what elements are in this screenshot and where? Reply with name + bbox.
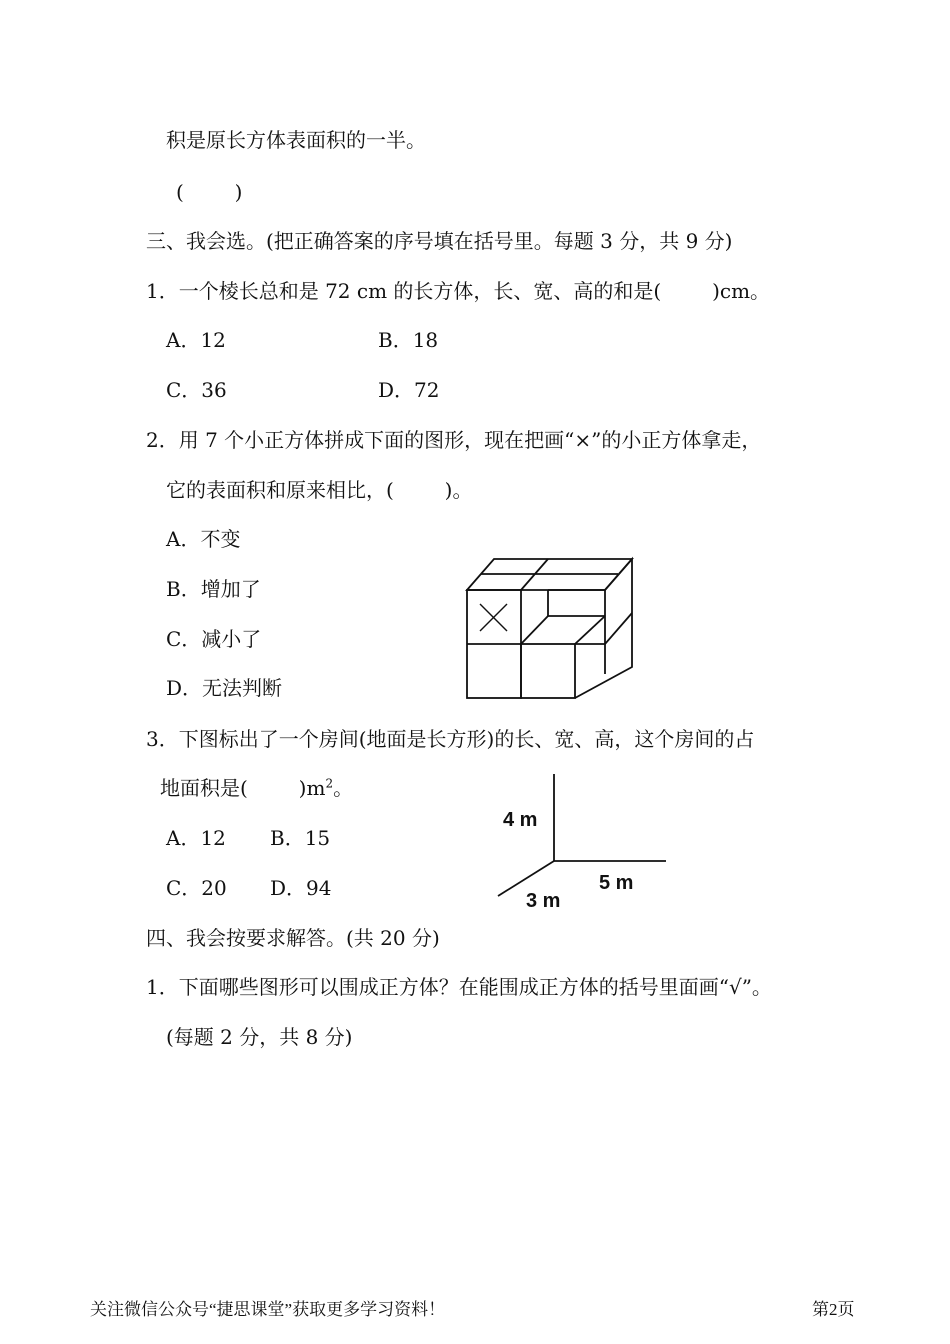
question-4-1-text-line2: (每题 2 分，共 8 分) [166, 1025, 353, 1049]
width-label: 3 m [526, 890, 561, 912]
q3-1-option-b: B．18 [378, 328, 439, 352]
section-4-heading: 四、我会按要求解答。(共 20 分) [146, 926, 440, 950]
page-number: 第2页 [812, 1300, 855, 1319]
q3-2-option-a: A．不变 [166, 527, 241, 551]
q3-3-line2-suffix: 。 [333, 776, 354, 800]
question-3-2-text-line2: 它的表面积和原来相比，( )。 [166, 478, 473, 502]
q3-3-option-b: B．15 [270, 826, 331, 850]
cube-stack-figure [460, 552, 640, 704]
q3-1-option-d: D．72 [378, 378, 440, 402]
question-4-1-text-line1: 1．下面哪些图形可以围成正方体？在能围成正方体的括号里面画“√”。 [146, 975, 772, 999]
q3-2-option-b: B．增加了 [166, 577, 261, 601]
question-3-2-text-line1: 2．用 7 个小正方体拼成下面的图形，现在把画“×”的小正方体拿走， [146, 428, 762, 452]
continued-question-text: 积是原长方体表面积的一半。 [166, 128, 426, 152]
q3-3-option-c: C．20 [166, 876, 227, 900]
q3-2-option-d: D．无法判断 [166, 676, 283, 700]
q3-3-option-d: D．94 [270, 876, 332, 900]
q3-3-line2-prefix: 地面积是( )m [160, 776, 326, 800]
height-label: 4 m [503, 809, 538, 831]
answer-blank: ( ) [176, 180, 243, 204]
q3-1-option-c: C．36 [166, 378, 227, 402]
q3-2-option-c: C．减小了 [166, 627, 262, 651]
q3-3-squared-exponent: 2 [325, 776, 334, 791]
section-3-heading: 三、我会选。(把正确答案的序号填在括号里。每题 3 分，共 9 分) [146, 229, 733, 253]
q3-3-option-a: A．12 [166, 826, 226, 850]
question-3-3-text-line1: 3．下图标出了一个房间(地面是长方形)的长、宽、高，这个房间的占 [146, 727, 755, 751]
question-3-3-text-line2 [160, 776, 353, 800]
room-dimensions-figure [490, 770, 680, 915]
footer-promo-text: 关注微信公众号“捷思课堂”获取更多学习资料！ [90, 1300, 446, 1319]
length-label: 5 m [599, 872, 634, 894]
question-3-1-text: 1．一个棱长总和是 72 cm 的长方体，长、宽、高的和是( )cm。 [146, 279, 771, 303]
q3-1-option-a: A．12 [166, 328, 226, 352]
